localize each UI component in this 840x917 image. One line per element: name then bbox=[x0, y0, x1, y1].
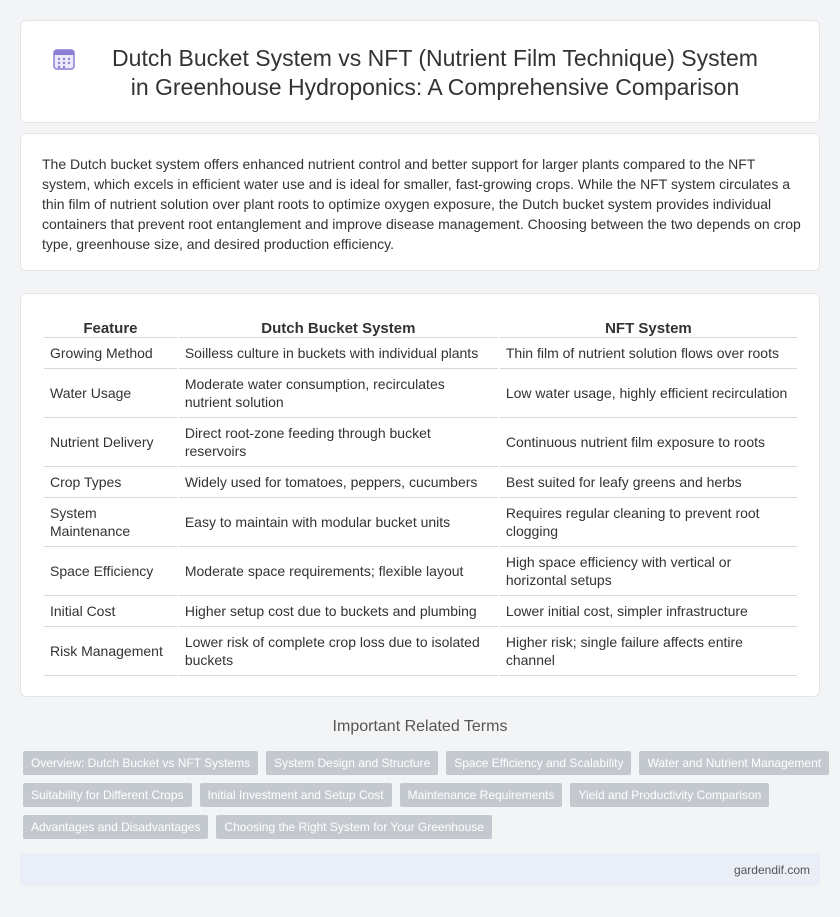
table-row bbox=[44, 467, 797, 498]
table-cell: Requires regular cleaning to prevent root clogging bbox=[500, 498, 797, 547]
intro-card bbox=[20, 133, 820, 271]
table-row bbox=[44, 369, 797, 418]
page-title: Dutch Bucket System vs NFT (Nutrient Film Technique) System in Greenhouse Hydroponics: A Comprehensive Comparison bbox=[112, 45, 758, 100]
table-cell: Lower initial cost, simpler infrastructure bbox=[500, 596, 797, 627]
table-cell: Moderate water consumption, recirculates nutrient solution bbox=[179, 369, 498, 418]
table-cell: Growing Method bbox=[44, 338, 177, 369]
related-term-tag[interactable]: Maintenance Requirements bbox=[400, 783, 563, 807]
footer-bar bbox=[20, 853, 820, 886]
related-terms-tags bbox=[23, 751, 823, 847]
table-row bbox=[44, 547, 797, 596]
column-header-nft: NFT System bbox=[500, 316, 797, 338]
table-cell: Moderate space requirements; flexible layout bbox=[179, 547, 498, 596]
related-term-tag[interactable]: Space Efficiency and Scalability bbox=[446, 751, 631, 775]
intro-paragraph: The Dutch bucket system offers enhanced nutrient control and better support for larger plants compared to the NFT system, which excels in efficient water use and is ideal for smaller, fast-growing crops. While the NFT system circulates a thin film of nutrient solution over plant roots to optimize oxygen exposure, the Dutch bucket system provides individual containers that prevent root entanglement and improve disease management. Choosing between the two depends on crop type, greenhouse size, and desired production efficiency. bbox=[42, 156, 801, 252]
column-header-feature: Feature bbox=[44, 316, 177, 338]
title-card bbox=[20, 20, 820, 123]
table-row bbox=[44, 498, 797, 547]
related-term-tag[interactable]: Choosing the Right System for Your Greenhouse bbox=[216, 815, 492, 839]
table-cell: Thin film of nutrient solution flows over roots bbox=[500, 338, 797, 369]
related-term-tag[interactable]: Advantages and Disadvantages bbox=[23, 815, 208, 839]
table-cell: High space efficiency with vertical or horizontal setups bbox=[500, 547, 797, 596]
related-term-tag[interactable]: System Design and Structure bbox=[266, 751, 438, 775]
table-cell: Lower risk of complete crop loss due to isolated buckets bbox=[179, 627, 498, 676]
related-term-tag[interactable]: Yield and Productivity Comparison bbox=[570, 783, 769, 807]
table-cell: Nutrient Delivery bbox=[44, 418, 177, 467]
table-cell: Initial Cost bbox=[44, 596, 177, 627]
table-cell: Continuous nutrient film exposure to roots bbox=[500, 418, 797, 467]
related-terms-heading: Important Related Terms bbox=[332, 718, 508, 735]
related-term-tag[interactable]: Water and Nutrient Management bbox=[639, 751, 829, 775]
table-cell: Crop Types bbox=[44, 467, 177, 498]
table-row bbox=[44, 338, 797, 369]
table-cell: Risk Management bbox=[44, 627, 177, 676]
footer-site-link[interactable]: gardendif.com bbox=[733, 863, 810, 877]
table-cell: Best suited for leafy greens and herbs bbox=[500, 467, 797, 498]
table-row bbox=[44, 418, 797, 467]
table-cell: Higher setup cost due to buckets and plumbing bbox=[179, 596, 498, 627]
table-cell: Water Usage bbox=[44, 369, 177, 418]
column-header-dutch-bucket: Dutch Bucket System bbox=[179, 316, 498, 338]
table-row bbox=[44, 627, 797, 676]
comparison-table bbox=[42, 316, 799, 676]
table-cell: Low water usage, highly efficient recirculation bbox=[500, 369, 797, 418]
comparison-table-card bbox=[20, 293, 820, 697]
table-cell: Direct root-zone feeding through bucket reservoirs bbox=[179, 418, 498, 467]
table-cell: Soilless culture in buckets with individual plants bbox=[179, 338, 498, 369]
table-cell: Easy to maintain with modular bucket units bbox=[179, 498, 498, 547]
table-row bbox=[44, 596, 797, 627]
related-term-tag[interactable]: Overview: Dutch Bucket vs NFT Systems bbox=[23, 751, 258, 775]
table-cell: System Maintenance bbox=[44, 498, 177, 547]
table-cell: Higher risk; single failure affects entire channel bbox=[500, 627, 797, 676]
table-cell: Space Efficiency bbox=[44, 547, 177, 596]
table-header-row bbox=[44, 316, 797, 338]
table-cell: Widely used for tomatoes, peppers, cucumbers bbox=[179, 467, 498, 498]
related-term-tag[interactable]: Suitability for Different Crops bbox=[23, 783, 192, 807]
related-term-tag[interactable]: Initial Investment and Setup Cost bbox=[200, 783, 392, 807]
